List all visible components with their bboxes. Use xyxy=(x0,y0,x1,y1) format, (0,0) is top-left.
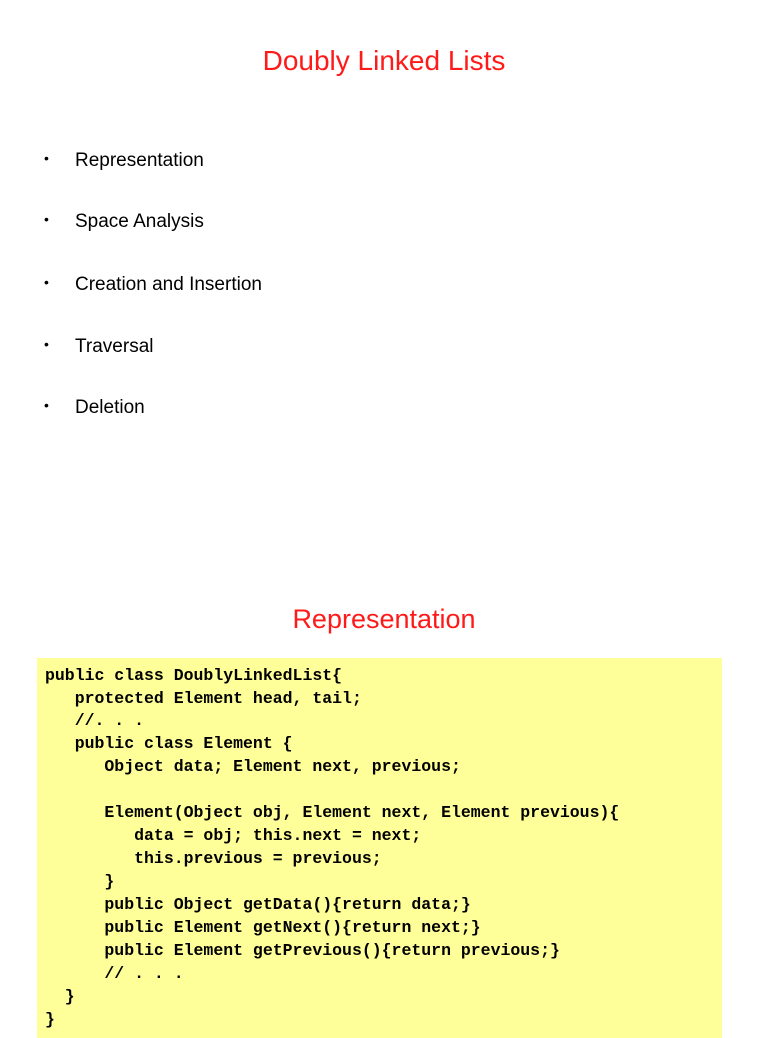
list-item-label: Creation and Insertion xyxy=(75,274,262,295)
bullet-icon: • xyxy=(44,397,49,413)
code-line: } xyxy=(45,987,75,1006)
code-line: // . . . xyxy=(45,964,184,983)
list-item xyxy=(0,336,500,364)
list-item-label: Space Analysis xyxy=(75,211,204,232)
code-line: } xyxy=(45,872,115,891)
code-line: protected Element head, tail; xyxy=(45,689,362,708)
code-line: public Object getData(){return data;} xyxy=(45,895,471,914)
list-item-label: Representation xyxy=(75,150,204,171)
code-line: public class Element { xyxy=(45,734,293,753)
code-line: Element(Object obj, Element next, Element previous){ xyxy=(45,803,620,822)
code-line: this.previous = previous; xyxy=(45,849,382,868)
code-line: public Element getNext(){return next;} xyxy=(45,918,481,937)
code-line: Object data; Element next, previous; xyxy=(45,757,461,776)
section-title: Representation xyxy=(292,604,476,634)
code-line: //. . . xyxy=(45,711,145,730)
list-item xyxy=(0,274,500,302)
bullet-icon: • xyxy=(44,336,49,352)
code-line: } xyxy=(45,1010,55,1029)
list-item xyxy=(0,397,500,425)
bullet-icon: • xyxy=(44,211,49,227)
code-block xyxy=(37,658,722,1038)
list-item-label: Deletion xyxy=(75,397,145,418)
list-item-label: Traversal xyxy=(75,336,154,357)
page-title: Doubly Linked Lists xyxy=(262,45,506,76)
list-item xyxy=(0,150,500,178)
bullet-icon: • xyxy=(44,274,49,290)
code-line: public class DoublyLinkedList{ xyxy=(45,666,343,685)
list-item xyxy=(0,211,500,239)
code-line: public Element getPrevious(){return previous;} xyxy=(45,941,560,960)
code-line: data = obj; this.next = next; xyxy=(45,826,422,845)
bullet-icon: • xyxy=(44,150,49,166)
